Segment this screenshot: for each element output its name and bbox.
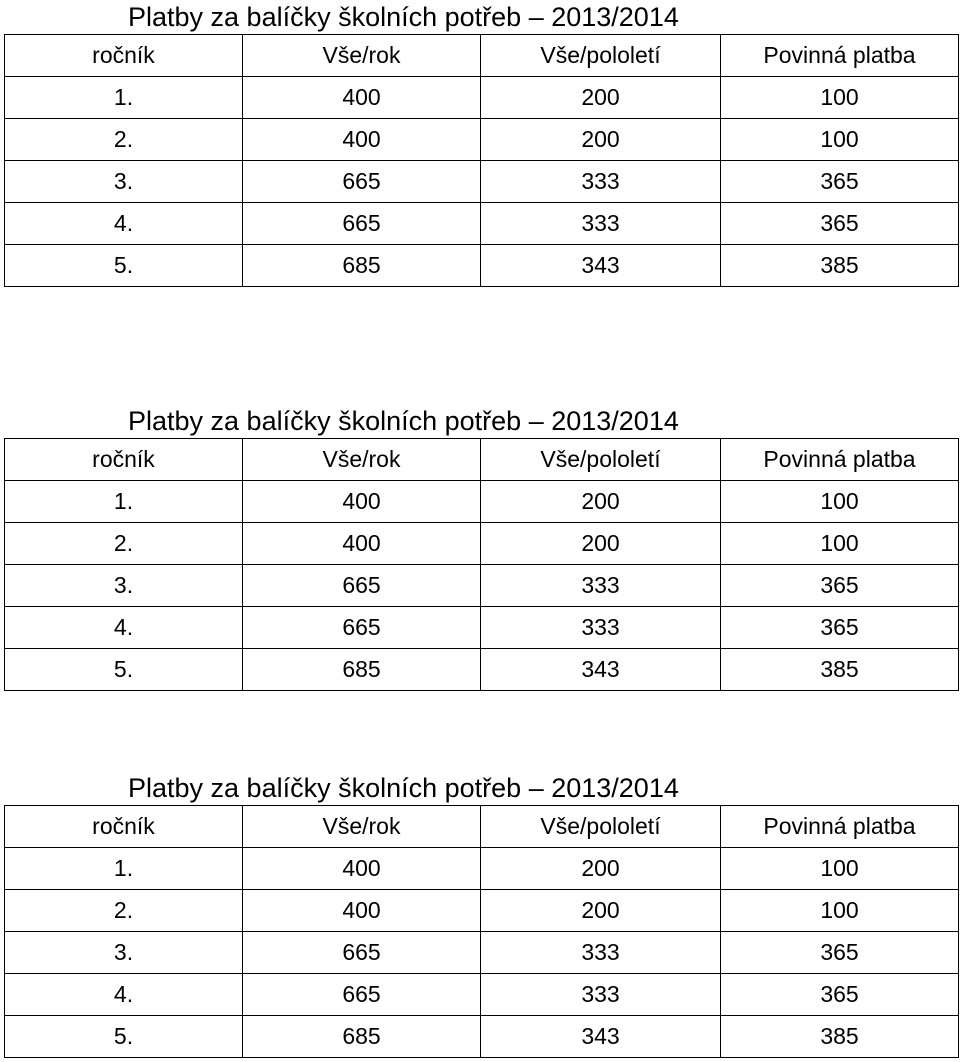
- cell-mandatory-payment: 385: [721, 245, 959, 287]
- cell-all-semester: 200: [481, 481, 721, 523]
- table-title: Platby za balíčky školních potřeb – 2013/2014: [128, 773, 679, 803]
- cell-all-year: 665: [243, 932, 481, 974]
- cell-all-semester: 343: [481, 1016, 721, 1058]
- cell-all-semester: 343: [481, 649, 721, 691]
- cell-all-semester: 200: [481, 119, 721, 161]
- cell-all-semester: 343: [481, 245, 721, 287]
- table-row: [5, 523, 959, 565]
- cell-grade: 1.: [5, 481, 243, 523]
- table-row: [5, 245, 959, 287]
- table-row: [5, 890, 959, 932]
- table-row: [5, 203, 959, 245]
- cell-all-year: 400: [243, 890, 481, 932]
- cell-all-year: 665: [243, 203, 481, 245]
- table-row: [5, 77, 959, 119]
- cell-grade: 3.: [5, 932, 243, 974]
- cell-all-semester: 333: [481, 565, 721, 607]
- cell-grade: 5.: [5, 1016, 243, 1058]
- cell-grade: 1.: [5, 77, 243, 119]
- header-grade: ročník: [5, 439, 243, 481]
- cell-all-semester: 200: [481, 77, 721, 119]
- cell-all-year: 685: [243, 245, 481, 287]
- cell-all-year: 400: [243, 119, 481, 161]
- header-all-semester: Vše/pololetí: [481, 35, 721, 77]
- header-grade: ročník: [5, 806, 243, 848]
- header-all-semester: Vše/pololetí: [481, 439, 721, 481]
- cell-mandatory-payment: 365: [721, 565, 959, 607]
- payment-table-block-1: [4, 0, 958, 287]
- header-all-year: Vše/rok: [243, 35, 481, 77]
- cell-mandatory-payment: 100: [721, 481, 959, 523]
- cell-mandatory-payment: 365: [721, 607, 959, 649]
- header-all-semester: Vše/pololetí: [481, 806, 721, 848]
- cell-grade: 2.: [5, 119, 243, 161]
- table-row: [5, 848, 959, 890]
- cell-mandatory-payment: 365: [721, 974, 959, 1016]
- header-mandatory-payment: Povinná platba: [721, 439, 959, 481]
- cell-mandatory-payment: 100: [721, 77, 959, 119]
- cell-all-year: 665: [243, 974, 481, 1016]
- cell-grade: 4.: [5, 974, 243, 1016]
- cell-all-semester: 200: [481, 523, 721, 565]
- cell-grade: 3.: [5, 565, 243, 607]
- table-row: [5, 974, 959, 1016]
- cell-grade: 1.: [5, 848, 243, 890]
- cell-all-semester: 200: [481, 848, 721, 890]
- cell-all-semester: 333: [481, 161, 721, 203]
- cell-all-year: 400: [243, 523, 481, 565]
- cell-all-semester: 333: [481, 974, 721, 1016]
- cell-mandatory-payment: 385: [721, 649, 959, 691]
- cell-grade: 3.: [5, 161, 243, 203]
- payment-table-block-2: [4, 404, 958, 691]
- cell-grade: 4.: [5, 607, 243, 649]
- header-mandatory-payment: Povinná platba: [721, 806, 959, 848]
- payment-table: [4, 34, 959, 287]
- table-row: [5, 932, 959, 974]
- cell-grade: 5.: [5, 649, 243, 691]
- table-row: [5, 565, 959, 607]
- table-title: Platby za balíčky školních potřeb – 2013/2014: [128, 2, 679, 32]
- table-header-row: [5, 439, 959, 481]
- cell-all-year: 685: [243, 649, 481, 691]
- cell-grade: 2.: [5, 523, 243, 565]
- cell-all-year: 400: [243, 77, 481, 119]
- header-grade: ročník: [5, 35, 243, 77]
- table-header-row: [5, 35, 959, 77]
- cell-all-year: 665: [243, 607, 481, 649]
- cell-all-year: 400: [243, 481, 481, 523]
- table-title: Platby za balíčky školních potřeb – 2013/2014: [128, 406, 679, 436]
- cell-mandatory-payment: 100: [721, 523, 959, 565]
- cell-all-semester: 333: [481, 932, 721, 974]
- cell-all-year: 685: [243, 1016, 481, 1058]
- cell-mandatory-payment: 100: [721, 119, 959, 161]
- payment-table-block-3: [4, 771, 958, 1058]
- payment-table: [4, 805, 959, 1058]
- header-all-year: Vše/rok: [243, 439, 481, 481]
- cell-all-year: 665: [243, 161, 481, 203]
- table-row: [5, 649, 959, 691]
- cell-mandatory-payment: 100: [721, 848, 959, 890]
- cell-grade: 5.: [5, 245, 243, 287]
- cell-all-year: 400: [243, 848, 481, 890]
- cell-grade: 4.: [5, 203, 243, 245]
- header-mandatory-payment: Povinná platba: [721, 35, 959, 77]
- cell-grade: 2.: [5, 890, 243, 932]
- cell-mandatory-payment: 365: [721, 161, 959, 203]
- cell-mandatory-payment: 385: [721, 1016, 959, 1058]
- header-all-year: Vše/rok: [243, 806, 481, 848]
- table-row: [5, 161, 959, 203]
- cell-all-semester: 333: [481, 607, 721, 649]
- table-row: [5, 119, 959, 161]
- table-header-row: [5, 806, 959, 848]
- table-row: [5, 607, 959, 649]
- cell-all-semester: 333: [481, 203, 721, 245]
- cell-all-semester: 200: [481, 890, 721, 932]
- cell-mandatory-payment: 365: [721, 203, 959, 245]
- payment-table: [4, 438, 959, 691]
- table-row: [5, 1016, 959, 1058]
- cell-mandatory-payment: 365: [721, 932, 959, 974]
- cell-all-year: 665: [243, 565, 481, 607]
- table-row: [5, 481, 959, 523]
- cell-mandatory-payment: 100: [721, 890, 959, 932]
